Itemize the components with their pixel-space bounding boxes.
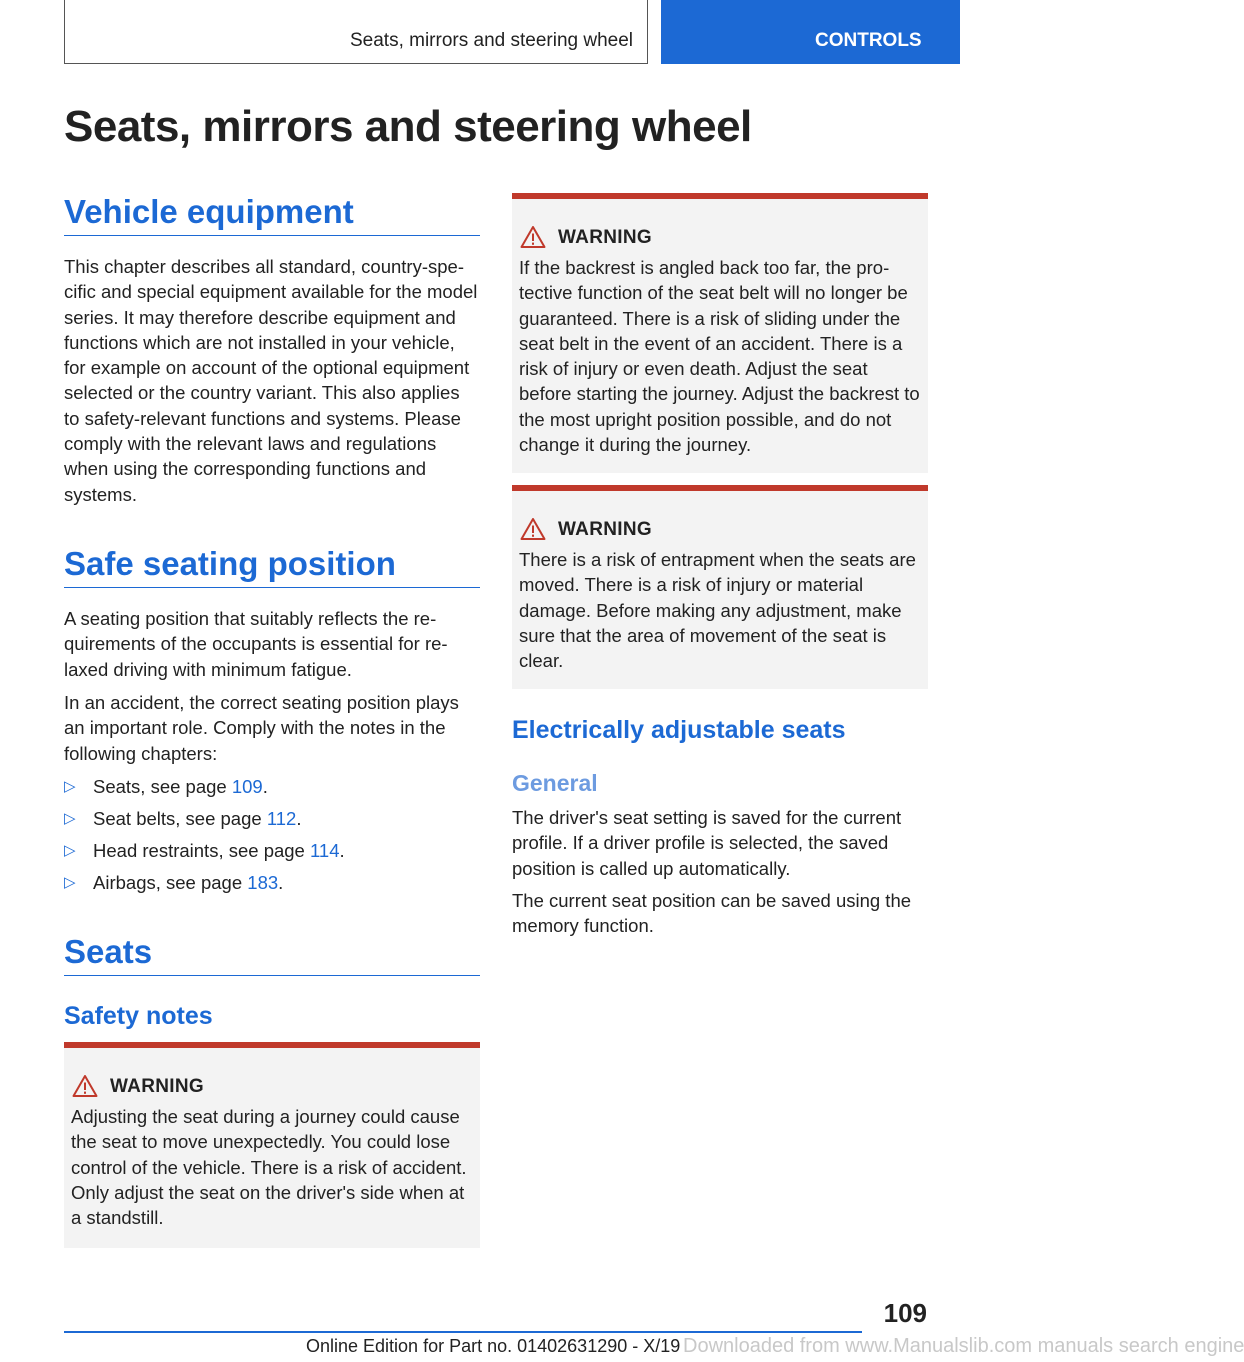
heading-safety-notes: Safety notes <box>64 1002 213 1030</box>
warning-text: Adjusting the seat during a journey could cause the seat to move unexpectedly. You could lose control of the vehicle. There is a risk of accident. Only adjust the seat on the driver's side when at a standstill. <box>71 1106 467 1229</box>
safe-seating-paragraph-1: A seating position that suitably reflects the requirements of the occupants is essential for relaxed driving with minimum fatigue. <box>64 608 448 680</box>
list-item-end: . <box>262 776 268 797</box>
warning-label: WARNING <box>110 1076 204 1097</box>
header-chapter-tab[interactable]: CONTROLS <box>661 0 960 64</box>
warning-box <box>512 485 928 689</box>
page-link[interactable]: 109 <box>231 776 263 797</box>
electric-seats-paragraph-1: The driver's seat setting is saved for the current profile. If a driver profile is selected, the saved position is called up automatically. <box>512 807 902 879</box>
warning-triangle-icon <box>520 225 546 249</box>
warning-label: WARNING <box>558 227 652 248</box>
heading-seats: Seats <box>64 933 480 976</box>
triangle-right-bullet-icon: ▷ <box>64 842 76 859</box>
list-item-text: Seat belts, see page <box>93 808 267 829</box>
list-item-end: . <box>278 872 284 893</box>
heading-safe-seating-position: Safe seating position <box>64 545 480 588</box>
header-section-box <box>64 0 648 64</box>
heading-general: General <box>512 770 598 796</box>
page-title: Seats, mirrors and steering wheel <box>64 102 752 151</box>
heading-electrically-adjustable-seats: Electrically adjustable seats <box>512 716 846 744</box>
warning-box <box>512 193 928 473</box>
warning-text: There is a risk of entrapment when the seats are moved. There is a risk of injury or material damage. Before making any adjustment, make sure that the area of movement of the seat is clear. <box>519 549 916 672</box>
page-number: 109 <box>883 1298 927 1328</box>
triangle-right-bullet-icon: ▷ <box>64 874 76 891</box>
page-link[interactable]: 112 <box>266 808 297 829</box>
warning-triangle-icon <box>520 517 546 541</box>
watermark: Downloaded from www.Manualslib.com manuals search engine <box>683 1335 1244 1357</box>
warning-text: If the backrest is angled back too far, the protective function of the seat belt will no longer be guaranteed. There is a risk of sliding under the seat belt in the event of an accident. There is a risk of injury or even death. Adjust the seat before starting the journey. Adjust the backrest to the most upright position possible, and do not change it during the journey. <box>519 257 920 456</box>
page-link[interactable]: 114 <box>310 840 340 861</box>
page-link[interactable]: 183 <box>247 872 279 893</box>
electric-seats-paragraph-2: The current seat position can be saved using the memory function. <box>512 890 912 937</box>
vehicle-equipment-paragraph: This chapter describes all standard, country-specific and special equipment available for the model series. It may therefore describe equipment and functions which are not installed in your vehicle, for example on account of the optional equipment selected or the country variant. This also applies to safety-relevant functions and systems. Please comply with the relevant laws and regulations when using the corresponding functions and systems. <box>64 256 478 505</box>
footer-edition: Online Edition for Part no. 01402631290 - X/19 <box>306 1336 681 1356</box>
list-item-end: . <box>296 808 302 829</box>
warning-label: WARNING <box>558 519 652 540</box>
list-item-end: . <box>339 840 345 861</box>
list-item-text: Airbags, see page <box>93 872 248 893</box>
triangle-right-bullet-icon: ▷ <box>64 810 76 827</box>
triangle-right-bullet-icon: ▷ <box>64 778 76 795</box>
safe-seating-paragraph-2: In an accident, the correct seating position plays an important role. Comply with the notes in the following chapters: <box>64 692 459 764</box>
warning-triangle-icon <box>72 1074 98 1098</box>
heading-vehicle-equipment: Vehicle equipment <box>64 193 480 236</box>
list-item-text: Head restraints, see page <box>93 840 310 861</box>
warning-box <box>64 1042 480 1248</box>
header-section-title: Seats, mirrors and steering wheel <box>349 30 633 51</box>
footer-divider <box>64 1331 862 1333</box>
list-item-text: Seats, see page <box>93 776 232 797</box>
